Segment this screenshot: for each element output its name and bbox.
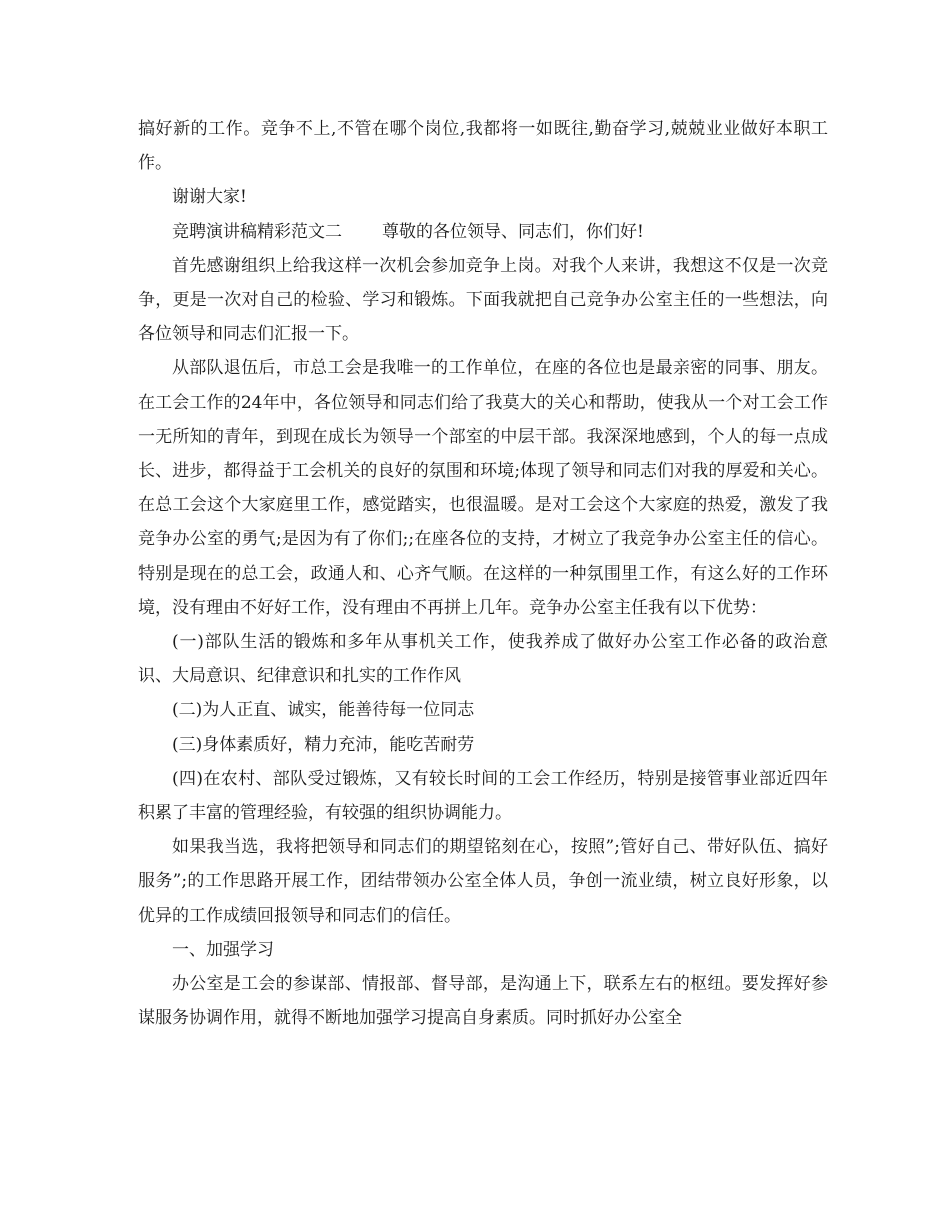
paragraph-thanks: 谢谢大家!: [172, 187, 247, 208]
essay-title: 竞聘演讲稿精彩范文二: [172, 221, 342, 242]
document-body: [138, 112, 828, 1035]
advantage-item-4: (四)在农村、部队受过锻炼，又有较长时间的工会工作经历，特别是接管事业部近四年积累了丰富的管理经验，有较强的组织协调能力。: [138, 768, 828, 824]
greeting: 尊敬的各位领导、同志们，你们好!: [382, 221, 644, 242]
paragraph-heading-line: [138, 215, 828, 249]
paragraph-study: 办公室是工会的参谋部、情报部、督导部，是沟通上下，联系左右的枢纽。要发挥好参谋服务协调作用，就得不断地加强学习提高自身素质。同时抓好办公室全: [138, 974, 828, 1029]
advantage-item-2: (二)为人正直、诚实，能善待每一位同志: [172, 700, 475, 721]
advantage-item-1: (一)部队生活的锻炼和多年从事机关工作，使我养成了做好办公室工作必备的政治意识、大局意识、纪律意识和扎实的工作作风: [138, 632, 828, 687]
paragraph-plan: 如果我当选，我将把领导和同志们的期望铭刻在心，按照”;管好自己、带好队伍、搞好服务”;的工作思路开展工作，团结带领办公室全体人员，争创一流业绩，树立良好形象，以优异的工作成绩回报领导和同志们的信任。: [138, 837, 828, 926]
paragraph-background: 从部队退伍后，市总工会是我唯一的工作单位，在座的各位也是最亲密的同事、朋友。在工会工作的24年中，各位领导和同志们给了我莫大的关心和帮助，使我从一个对工会工作一无所知的青年，到现在成长为领导一个部室的中层干部。我深深地感到，个人的每一点成长、进步，都得益于工会机关的良好的氛围和环境;体现了领导和同志们对我的厚爱和关心。在总工会这个大家庭里工作，感觉踏实，也很温暖。是对工会这个大家庭的热爱，激发了我竞争办公室的勇气;是因为有了你们;;在座各位的支持，才树立了我竞争办公室主任的信心。特别是现在的总工会，政通人和、心齐气顺。在这样的一种氛围里工作，有这么好的工作环境，没有理由不好好工作，没有理由不再拼上几年。竞争办公室主任我有以下优势：: [138, 358, 828, 618]
advantage-item-3: (三)身体素质好，精力充沛，能吃苦耐劳: [172, 734, 475, 755]
paragraph-continuation: 搞好新的工作。竞争不上,不管在哪个岗位,我都将一如既往,勤奋学习,兢兢业业做好本职工作。: [138, 119, 828, 174]
section-heading: 一、加强学习: [172, 939, 274, 960]
paragraph-intro: 首先感谢组织上给我这样一次机会参加竞争上岗。对我个人来讲，我想这不仅是一次竞争，更是一次对自己的检验、学习和锻炼。下面我就把自己竞争办公室主任的一些想法，向各位领导和同志们汇报一下。: [138, 255, 828, 345]
